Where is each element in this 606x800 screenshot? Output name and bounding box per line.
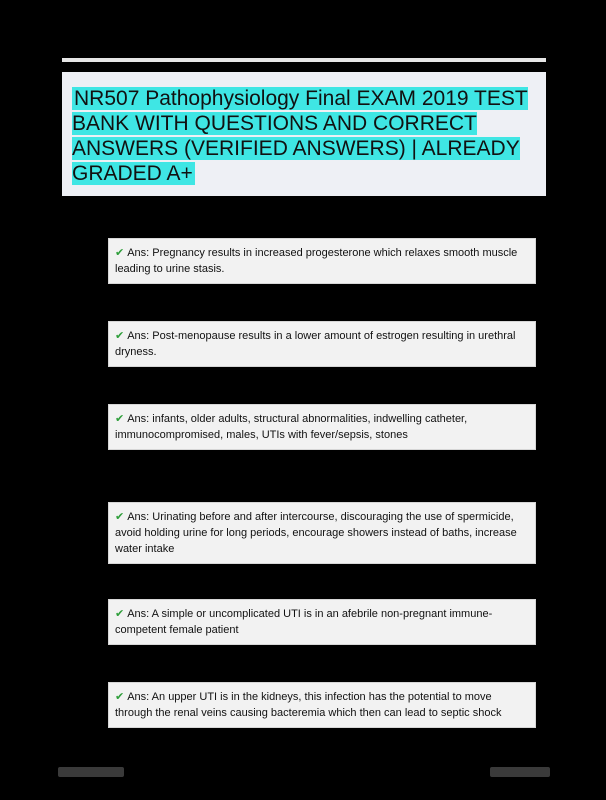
answer-text: Ans: infants, older adults, structural abnormalities, indwelling catheter, immunocompromised, males, UTIs with fever/sepsis, stones xyxy=(115,413,468,441)
footer-right-mark xyxy=(490,767,550,777)
check-icon: ✔ xyxy=(115,247,125,259)
check-icon: ✔ xyxy=(115,511,125,523)
answer-box-1 xyxy=(108,238,536,284)
answer-text: Ans: Pregnancy results in increased progesterone which relaxes smooth muscle leading to urine stasis. xyxy=(115,247,518,275)
check-icon: ✔ xyxy=(115,330,125,342)
footer-left-mark xyxy=(58,767,124,777)
check-icon: ✔ xyxy=(115,691,125,703)
title-box xyxy=(62,72,546,196)
answer-box-6 xyxy=(108,682,536,728)
answer-box-2 xyxy=(108,321,536,367)
answer-text: Ans: Post-menopause results in a lower amount of estrogen resulting in urethral dryness. xyxy=(115,330,516,358)
document-title: NR507 Pathophysiology Final EXAM 2019 TEST BANK WITH QUESTIONS AND CORRECT ANSWERS (VERIFIED ANSWERS) | ALREADY GRADED A+ xyxy=(72,87,528,185)
answer-text: Ans: An upper UTI is in the kidneys, this infection has the potential to move through the renal veins causing bacteremia which then can lead to septic shock xyxy=(115,691,502,719)
top-divider xyxy=(62,58,546,62)
check-icon: ✔ xyxy=(115,413,125,425)
check-icon: ✔ xyxy=(115,608,125,620)
answer-text: Ans: A simple or uncomplicated UTI is in an afebrile non-pregnant immune-competent female patient xyxy=(115,608,493,636)
answer-text: Ans: Urinating before and after intercourse, discouraging the use of spermicide, avoid holding urine for long periods, encourage showers instead of baths, increase water intake xyxy=(115,511,517,555)
answer-box-4 xyxy=(108,502,536,564)
answer-box-5 xyxy=(108,599,536,645)
answer-box-3 xyxy=(108,404,536,450)
